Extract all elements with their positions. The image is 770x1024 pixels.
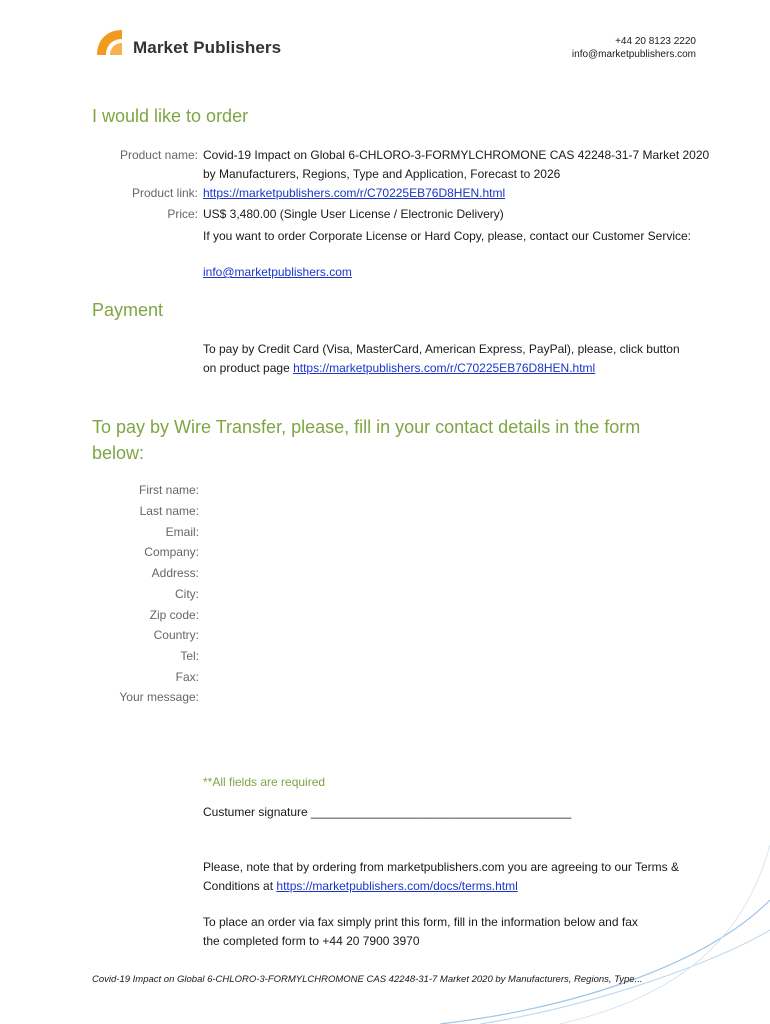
price-label: Price: (167, 207, 198, 221)
payment-product-link[interactable]: https://marketpublishers.com/r/C70225EB76D8HEN.html (293, 360, 596, 375)
wire-transfer-heading: To pay by Wire Transfer, please, fill in your contact details in the form below: (92, 417, 641, 463)
product-link[interactable]: https://marketpublishers.com/r/C70225EB76D8HEN.html (203, 186, 506, 200)
logo-icon (95, 28, 125, 56)
footer-title: Covid-19 Impact on Global 6-CHLORO-3-FORMYLCHROMONE CAS 42248-31-7 Market 2020 by Manufacturers, Regions, Type... (92, 974, 643, 985)
product-name-value: Covid-19 Impact on Global 6-CHLORO-3-FORMYLCHROMONE CAS 42248-31-7 Market 2020 by Manufacturers, Regions, Type and Application, Forecast to 2026 (203, 148, 710, 181)
corporate-license-note: If you want to order Corporate License or Hard Copy, please, contact our Customer Service: (203, 229, 692, 243)
field-label-message: Your message: (119, 690, 199, 704)
field-label-country: Country: (153, 628, 199, 642)
terms-note (203, 858, 723, 895)
field-label-fax: Fax: (175, 670, 199, 684)
order-heading: I would like to order (92, 106, 249, 126)
terms-text: Please, note that by ordering from marketpublishers.com you are agreeing to our Terms & Conditions at (203, 860, 680, 893)
payment-heading: Payment (92, 300, 164, 320)
contact-email: info@marketpublishers.com (571, 49, 696, 60)
field-label-company: Company: (144, 545, 199, 559)
field-label-address: Address: (151, 566, 199, 580)
brand-logo (95, 28, 305, 60)
product-link-label: Product link: (131, 186, 198, 200)
terms-link[interactable]: https://marketpublishers.com/docs/terms.html (276, 878, 518, 893)
field-label-zip-code: Zip code: (149, 608, 199, 622)
service-email-link[interactable]: info@marketpublishers.com (203, 265, 352, 279)
field-label-email: Email: (165, 525, 199, 539)
payment-text (203, 340, 693, 377)
payment-instructions: To pay by Credit Card (Visa, MasterCard, American Express, PayPal), please, click button on product page (203, 342, 680, 375)
field-label-city: City: (175, 587, 199, 601)
field-label-last-name: Last name: (139, 504, 199, 518)
field-label-first-name: First name: (138, 483, 199, 497)
required-fields-note: **All fields are required (203, 775, 326, 789)
field-label-tel: Tel: (180, 649, 199, 663)
contact-info (572, 35, 696, 61)
price-value: US$ 3,480.00 (Single User License / Electronic Delivery) (203, 207, 504, 221)
fax-instructions: To place an order via fax simply print this form, fill in the information below and fax the completed form to +44 20 7900 3970 (203, 915, 638, 948)
customer-signature-line: Custumer signature _______________________________________ (203, 805, 572, 819)
product-name-label: Product name: (119, 148, 198, 162)
phone-number: +44 20 8123 2220 (615, 36, 696, 47)
brand-name: Market Publishers (133, 38, 282, 57)
